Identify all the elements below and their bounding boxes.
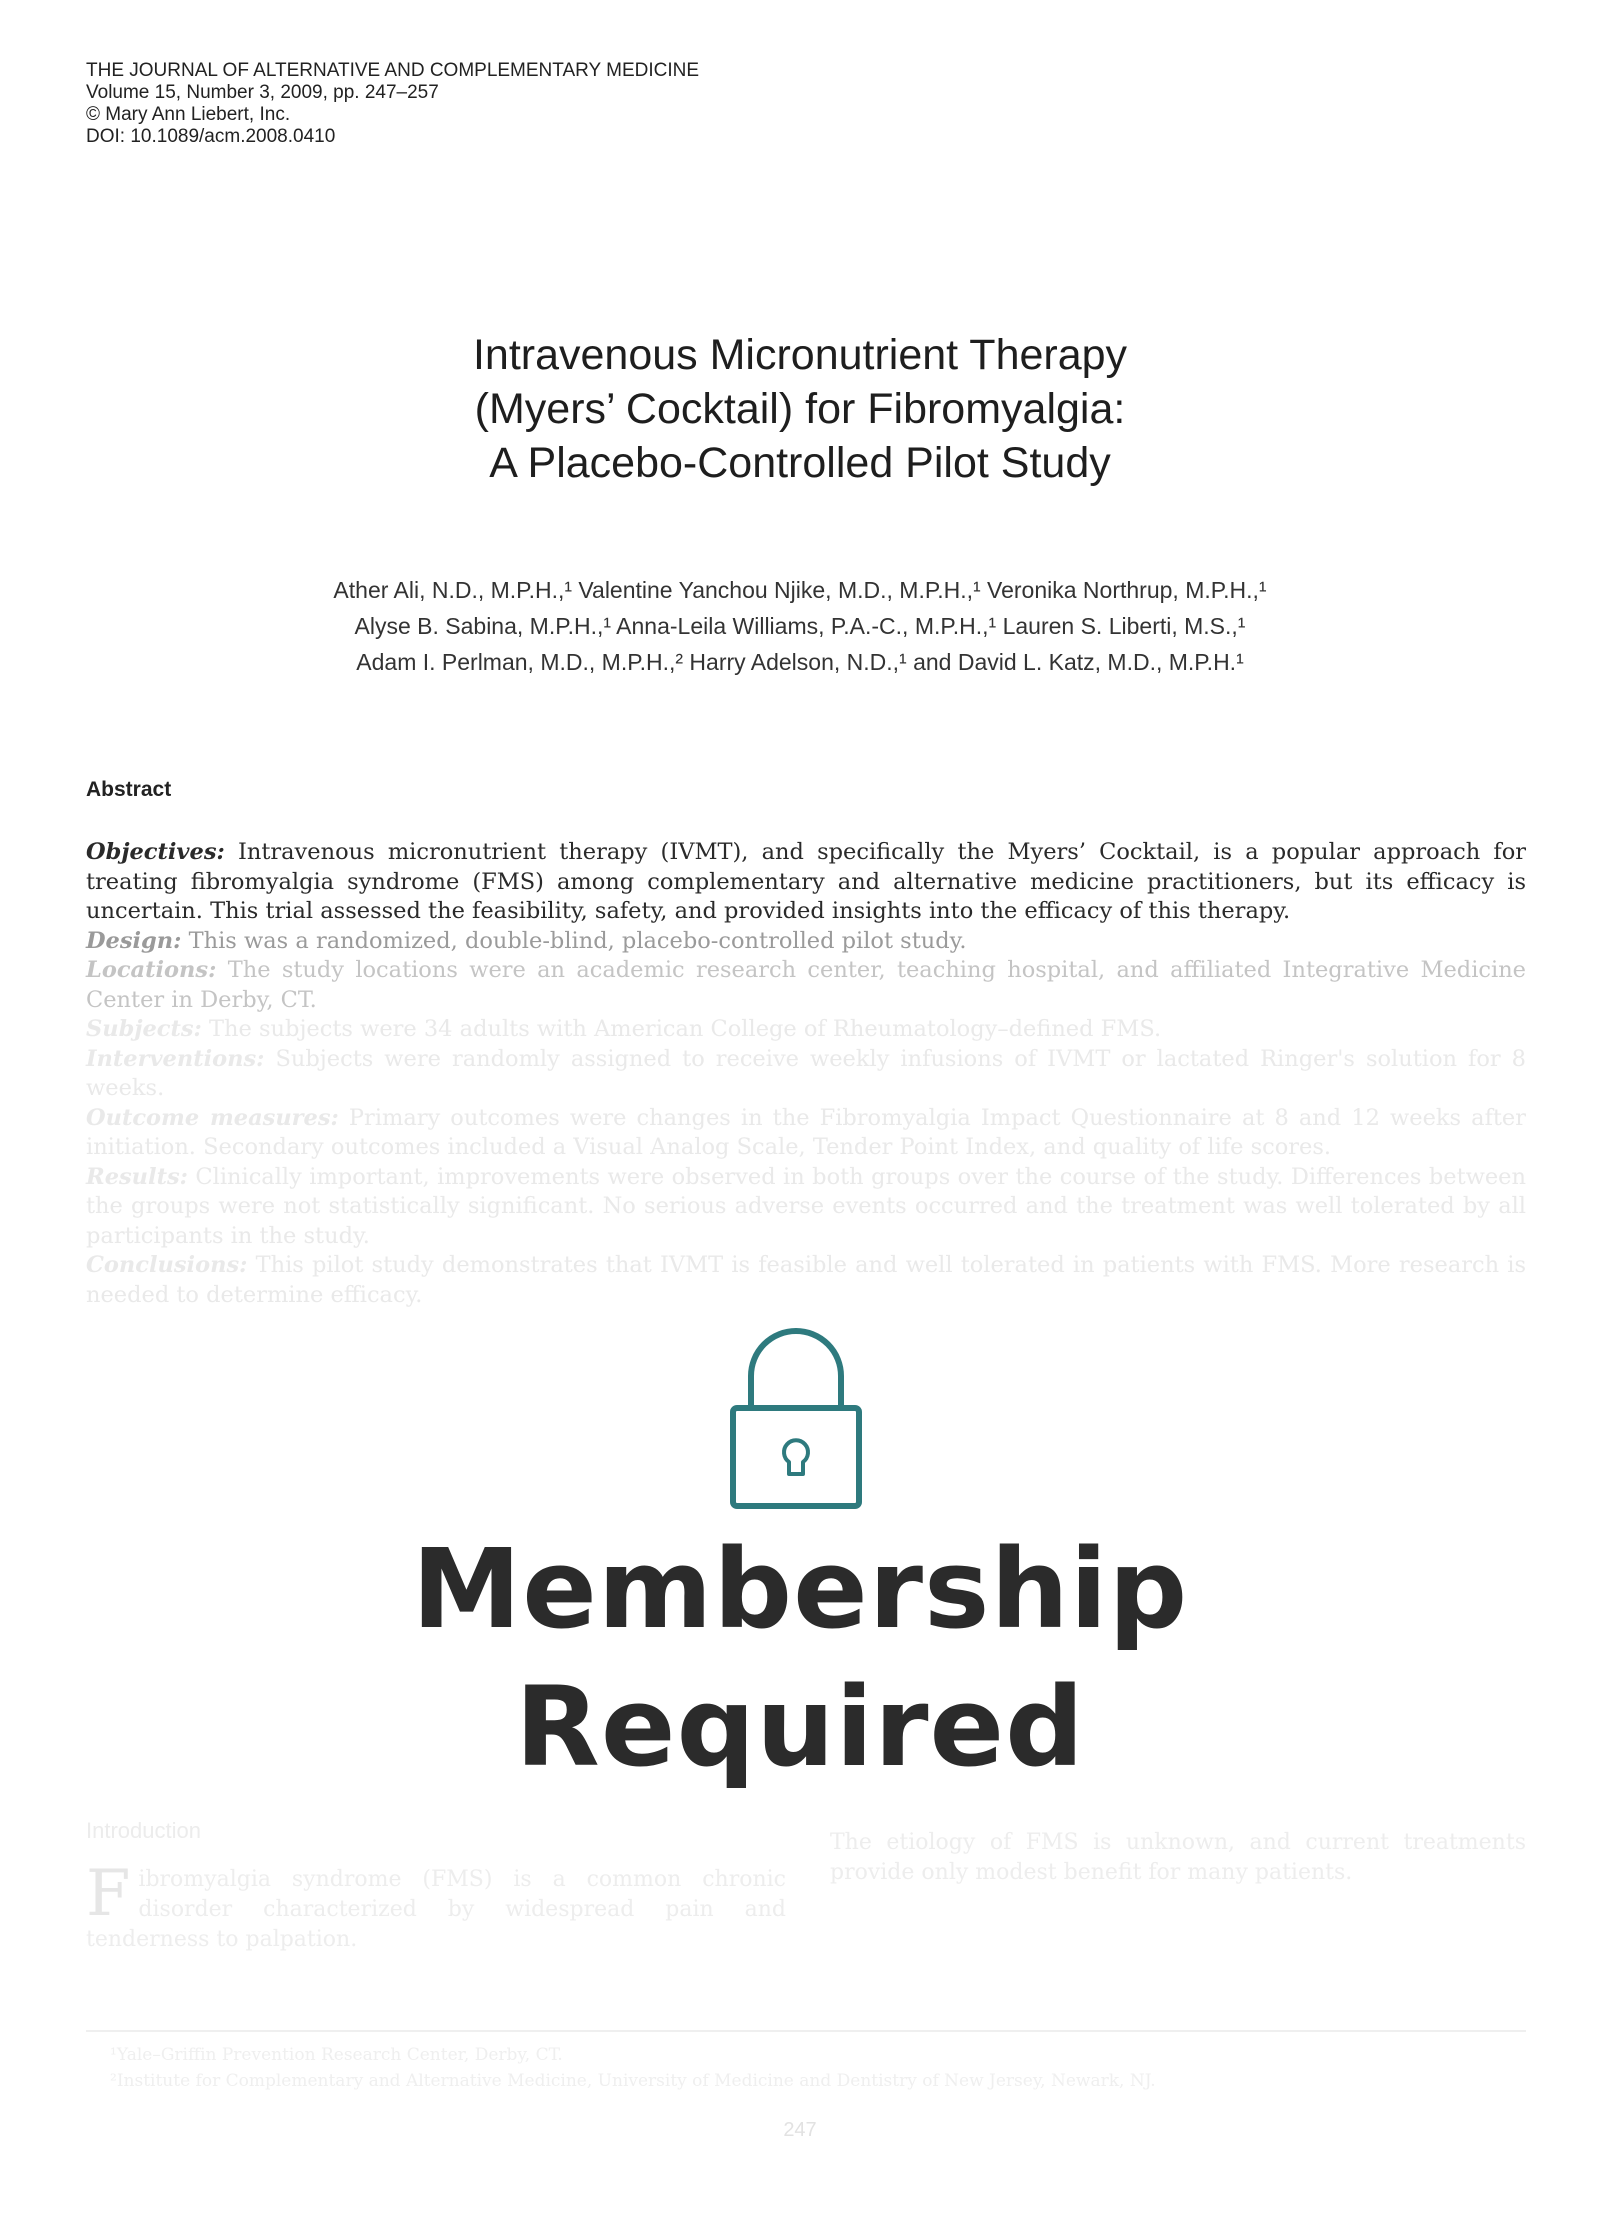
padlock-icon xyxy=(729,1324,863,1510)
locations-text: The study locations were an academic research center, teaching hospital, and affiliated Integrative Medicine Center in Derby, CT. xyxy=(86,957,1526,1013)
introduction-right-column: The etiology of FMS is unknown, and current treatments provide only modest benefit for many patients. xyxy=(830,1830,1526,1885)
abstract-conclusions xyxy=(86,1251,1526,1310)
membership-overlay[interactable] xyxy=(200,1520,1400,1796)
title-line: (Myers’ Cocktail) for Fibromyalgia: xyxy=(474,385,1126,433)
abstract-results xyxy=(86,1163,1526,1252)
footnote-line: ²Institute for Complementary and Alternative Medicine, University of Medicine and Dentistry of New Jersey, Newark, NJ. xyxy=(110,2071,1156,2091)
journal-volume: Volume 15, Number 3, 2009, pp. 247–257 xyxy=(86,82,439,103)
page-number: 247 xyxy=(783,2119,817,2141)
author-line: Adam I. Perlman, M.D., M.P.H.,² Harry Adelson, N.D.,¹ and David L. Katz, M.D., M.P.H.¹ xyxy=(356,649,1244,675)
abstract-design xyxy=(86,927,1526,957)
abstract-heading: Abstract xyxy=(86,778,172,801)
design-text: This was a randomized, double-blind, placebo-controlled pilot study. xyxy=(188,927,967,954)
subjects-text: The subjects were 34 adults with American College of Rheumatology–defined FMS. xyxy=(209,1016,1162,1042)
footnote-divider xyxy=(86,2030,1526,2032)
author-line: Alyse B. Sabina, M.P.H.,¹ Anna-Leila Williams, P.A.-C., M.P.H.,¹ Lauren S. Liberti, M.S.,¹ xyxy=(354,613,1246,639)
conclusions-label: Conclusions: xyxy=(86,1252,248,1278)
padlock-body xyxy=(733,1408,859,1506)
outcomes-text: Primary outcomes were changes in the Fibromyalgia Impact Questionnaire at 8 and 12 weeks after initiation. Secondary outcomes included a Visual Analog Scale, Tender Point Index, and quality of life scores. xyxy=(86,1104,1527,1160)
journal-copyright: © Mary Ann Liebert, Inc. xyxy=(86,104,291,125)
objectives-label: Objectives: xyxy=(86,839,225,865)
results-label: Results: xyxy=(86,1163,188,1190)
abstract-interventions xyxy=(86,1045,1526,1104)
footnote-line: ¹Yale–Griffin Prevention Research Center, Derby, CT. xyxy=(110,2045,563,2065)
introduction-left-text: ibromyalgia syndrome (FMS) is a common chronic disorder characterized by widespread pain and tenderness to palpation. xyxy=(86,1867,786,1952)
objectives-text: Intravenous micronutrient therapy (IVMT), and specifically the Myers’ Cocktail, is a popular approach for treating fibromyalgia syndrome (FMS) among complementary and alternative medicine practitioners, but its efficacy is uncertain. This trial assessed the feasibility, safety, and provided insights into the efficacy of this therapy. xyxy=(86,839,1526,924)
interventions-text: Subjects were randomly assigned to receive weekly infusions of IVMT or lactated Ringer's solution for 8 weeks. xyxy=(86,1045,1526,1101)
author-list xyxy=(160,572,1440,680)
introduction-heading: Introduction xyxy=(86,1818,201,1843)
introduction-left-column xyxy=(86,1857,786,1955)
padlock-shackle xyxy=(751,1331,841,1408)
journal-doi: DOI: 10.1089/acm.2008.0410 xyxy=(86,126,336,147)
journal-name: THE JOURNAL OF ALTERNATIVE AND COMPLEMENTARY MEDICINE xyxy=(86,60,700,81)
paper-title xyxy=(200,328,1400,490)
membership-line: Membership xyxy=(411,1525,1189,1653)
footnotes xyxy=(110,2042,1510,2094)
abstract-objectives xyxy=(86,838,1526,927)
drop-cap: F xyxy=(86,1857,131,1931)
outcomes-label: Outcome measures: xyxy=(86,1104,339,1131)
title-line: A Placebo-Controlled Pilot Study xyxy=(489,439,1111,487)
abstract-outcomes xyxy=(86,1104,1526,1163)
abstract-locations xyxy=(86,956,1526,1015)
subjects-label: Subjects: xyxy=(86,1016,202,1042)
abstract-subjects xyxy=(86,1015,1526,1045)
results-text: Clinically important, improvements were observed in both groups over the course of the study. Differences between the groups were not statistically significant. No serious adverse events occurred and the treatment was well tolerated by all participants in the study. xyxy=(86,1163,1526,1249)
conclusions-text: This pilot study demonstrates that IVMT is feasible and well tolerated in patients with FMS. More research is needed to determine efficacy. xyxy=(86,1252,1526,1308)
interventions-label: Interventions: xyxy=(86,1045,265,1072)
title-line: Intravenous Micronutrient Therapy xyxy=(472,331,1128,379)
author-line: Ather Ali, N.D., M.P.H.,¹ Valentine Yanchou Njike, M.D., M.P.H.,¹ Veronika Northrup, M.P.H.,¹ xyxy=(333,577,1267,603)
required-line: Required xyxy=(515,1663,1085,1791)
abstract-body xyxy=(86,838,1526,1310)
locations-label: Locations: xyxy=(86,957,217,983)
design-label: Design: xyxy=(86,927,182,954)
journal-header xyxy=(86,60,699,148)
